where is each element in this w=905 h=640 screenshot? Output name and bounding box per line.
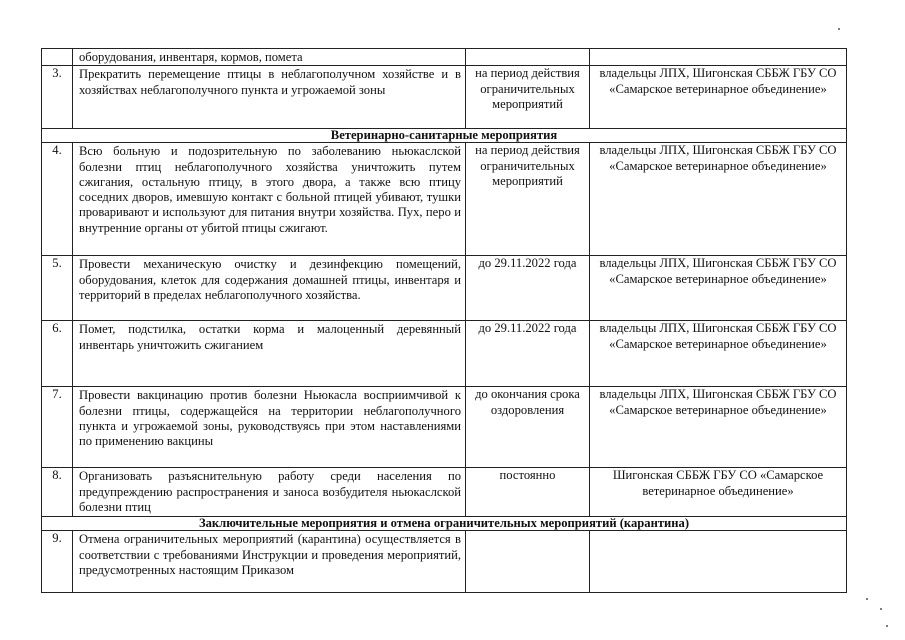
table-row (42, 468, 847, 517)
row-number (42, 49, 73, 66)
measures-table (41, 48, 847, 593)
deadline: до 29.11.2022 года (466, 256, 590, 321)
deadline (466, 531, 590, 593)
measure-text: Отмена ограничительных мероприятий (карантина) осуществляется в соответствии с требованиями Инструкции и проведения мероприятий, предусмотренных настоящим Приказом (73, 531, 466, 593)
row-number: 7. (42, 387, 73, 468)
table-row (42, 49, 847, 66)
scan-speck (886, 625, 888, 627)
responsible: владельцы ЛПХ, Шигонская СББЖ ГБУ СО «Самарское ветеринарное объединение» (590, 387, 847, 468)
measure-text: Провести механическую очистку и дезинфекцию помещений, оборудования, клеток для содержания домашней птицы, инвентаря и территорий в пределах неблагополучного хозяйства. (73, 256, 466, 321)
scan-speck (838, 28, 840, 30)
row-number: 5. (42, 256, 73, 321)
responsible: владельцы ЛПХ, Шигонская СББЖ ГБУ СО «Самарское ветеринарное объединение» (590, 66, 847, 129)
responsible (590, 531, 847, 593)
scan-speck (866, 598, 868, 600)
row-number: 3. (42, 66, 73, 129)
scan-speck (880, 608, 882, 610)
table-row (42, 321, 847, 387)
deadline: постоянно (466, 468, 590, 517)
measure-text: оборудования, инвентаря, кормов, помета (73, 49, 466, 66)
section-title: Ветеринарно-санитарные мероприятия (42, 129, 847, 143)
responsible: владельцы ЛПХ, Шигонская СББЖ ГБУ СО «Самарское ветеринарное объединение» (590, 143, 847, 256)
responsible (590, 49, 847, 66)
responsible: Шигонская СББЖ ГБУ СО «Самарское ветеринарное объединение» (590, 468, 847, 517)
table-row (42, 256, 847, 321)
row-number: 4. (42, 143, 73, 256)
deadline (466, 49, 590, 66)
measure-text: Прекратить перемещение птицы в неблагополучном хозяйстве и в хозяйствах неблагополучного пункта и угрожаемой зоны (73, 66, 466, 129)
deadline: до окончания срока оздоровления (466, 387, 590, 468)
measure-text: Помет, подстилка, остатки корма и малоценный деревянный инвентарь уничтожить сжиганием (73, 321, 466, 387)
measure-text: Организовать разъяснительную работу среди населения по предупреждению распространения и заноса возбудителя ньюкаслской болезни птиц (73, 468, 466, 517)
measure-text: Всю больную и подозрительную по заболеванию ньюкаслской болезни птиц неблагополучного хозяйства уничтожить путем сжигания, остальную птицу, в этого двора, а также всю птицу соседних дворов, имевшую контакт с больной птицей убивают, тушки проваривают и используют для питания внутри хозяйства. Пух, перо и внутренние органы от убитой птицы сжигают. (73, 143, 466, 256)
section-header-row (42, 129, 847, 143)
table-row (42, 66, 847, 129)
deadline: на период действия ограничительных мероприятий (466, 66, 590, 129)
measure-text: Провести вакцинацию против болезни Ньюкасла восприимчивой к болезни птицы, содержащейся на территории неблагополучного пункта и угрожаемой зоны, руководствуясь при этом наставлениями по применению вакцины (73, 387, 466, 468)
responsible: владельцы ЛПХ, Шигонская СББЖ ГБУ СО «Самарское ветеринарное объединение» (590, 256, 847, 321)
table-row (42, 387, 847, 468)
deadline: на период действия ограничительных мероприятий (466, 143, 590, 256)
section-title: Заключительные мероприятия и отмена ограничительных мероприятий (карантина) (42, 517, 847, 531)
row-number: 6. (42, 321, 73, 387)
table-row (42, 143, 847, 256)
table-row (42, 531, 847, 593)
section-header-row (42, 517, 847, 531)
row-number: 9. (42, 531, 73, 593)
responsible: владельцы ЛПХ, Шигонская СББЖ ГБУ СО «Самарское ветеринарное объединение» (590, 321, 847, 387)
row-number: 8. (42, 468, 73, 517)
deadline: до 29.11.2022 года (466, 321, 590, 387)
